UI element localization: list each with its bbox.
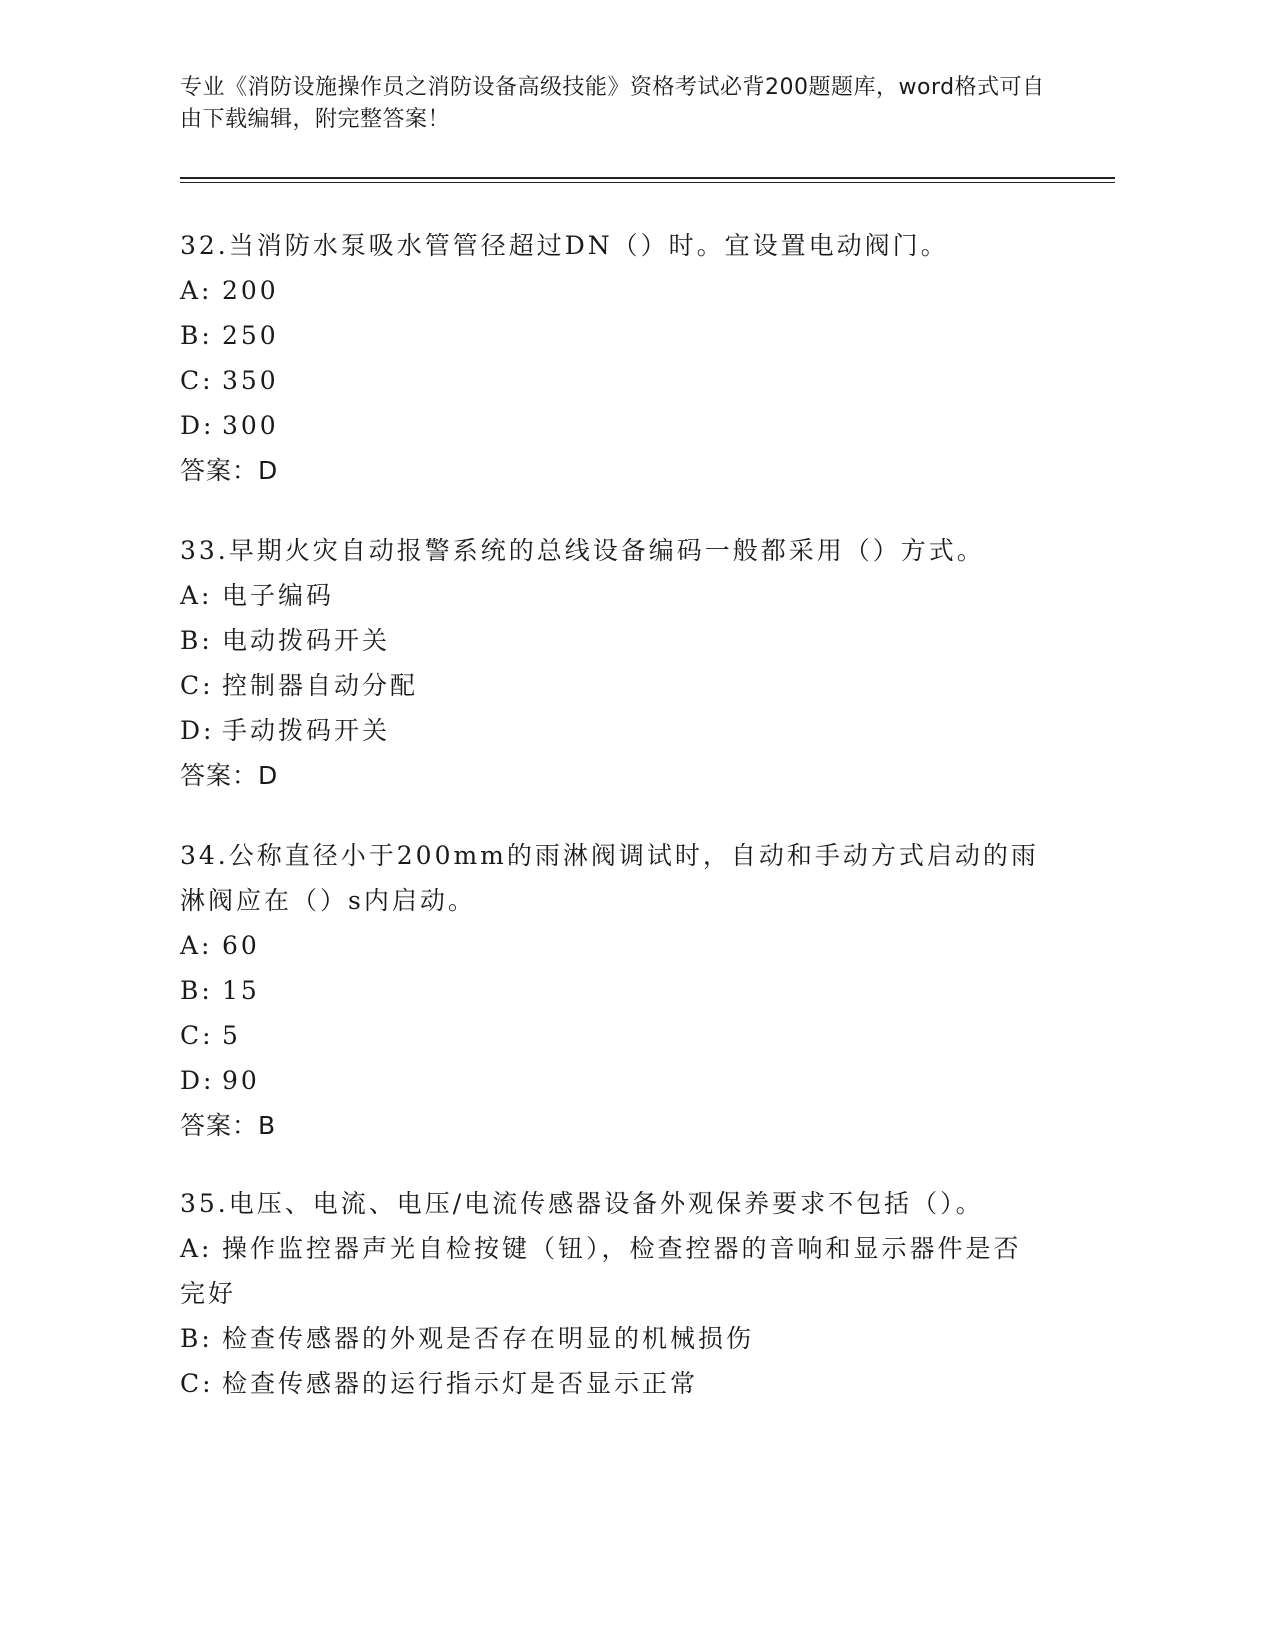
option-value: 检查传感器的运行指示灯是否显示正常 (222, 1369, 699, 1398)
option-key: B: (180, 321, 213, 350)
answer: 答案：D (180, 761, 279, 790)
option-a (180, 573, 1080, 618)
option-key: D: (180, 411, 215, 440)
option-value: 90 (222, 1066, 260, 1095)
option-b (180, 618, 1080, 663)
option-a (180, 1226, 1040, 1316)
question-34 (180, 833, 1080, 1148)
header-divider-thick (180, 177, 1115, 179)
option-d (180, 403, 1080, 448)
option-value: 5 (222, 1021, 241, 1050)
option-key: A: (180, 276, 213, 305)
option-d (180, 1058, 1080, 1103)
option-c (180, 663, 1080, 708)
header-divider-thin (180, 182, 1115, 183)
option-b (180, 968, 1080, 1013)
option-key: D: (180, 716, 215, 745)
option-value: 200 (222, 276, 279, 305)
option-b (180, 313, 1080, 358)
answer: 答案：D (180, 456, 279, 485)
option-key: D: (180, 1066, 215, 1095)
option-key: B: (180, 1324, 213, 1353)
option-key: C: (180, 366, 214, 395)
option-a (180, 268, 1080, 313)
option-key: A: (180, 1234, 213, 1263)
option-value: 15 (222, 976, 260, 1005)
option-key: C: (180, 1021, 214, 1050)
option-value: 手动拨码开关 (222, 716, 391, 745)
question-35 (180, 1181, 1080, 1406)
question-text: 32.当消防水泵吸水管管径超过DN（）时。宜设置电动阀门。 (180, 231, 949, 260)
option-a (180, 923, 1080, 968)
option-value: 检查传感器的外观是否存在明显的机械损伤 (222, 1324, 755, 1353)
option-value: 300 (222, 411, 279, 440)
question-32 (180, 223, 1080, 493)
answer: 答案：B (180, 1111, 277, 1140)
option-value: 控制器自动分配 (222, 671, 419, 700)
question-text: 34.公称直径小于200mm的雨淋阀调试时，自动和手动方式启动的雨淋阀应在（）s内启动。 (180, 841, 1039, 915)
option-key: B: (180, 976, 213, 1005)
question-text: 35.电压、电流、电压/电流传感器设备外观保养要求不包括（）。 (180, 1189, 984, 1218)
option-key: A: (180, 931, 213, 960)
option-key: B: (180, 626, 213, 655)
option-c (180, 358, 1080, 403)
option-value: 350 (222, 366, 279, 395)
option-c (180, 1361, 1080, 1406)
option-key: C: (180, 671, 214, 700)
option-d (180, 708, 1080, 753)
option-value: 60 (222, 931, 260, 960)
option-b (180, 1316, 1080, 1361)
document-header: 专业《消防设施操作员之消防设备高级技能》资格考试必背200题题库，word格式可自由下载编辑，附完整答案！ (180, 75, 1045, 132)
option-value: 电动拨码开关 (222, 626, 391, 655)
option-value: 电子编码 (222, 581, 335, 610)
option-value: 250 (222, 321, 279, 350)
option-value: 操作监控器声光自检按键（钮），检查控器的音响和显示器件是否完好 (180, 1234, 1022, 1308)
option-key: C: (180, 1369, 214, 1398)
option-c (180, 1013, 1080, 1058)
option-key: A: (180, 581, 213, 610)
question-text: 33.早期火灾自动报警系统的总线设备编码一般都采用（）方式。 (180, 536, 985, 565)
question-33 (180, 528, 1080, 798)
